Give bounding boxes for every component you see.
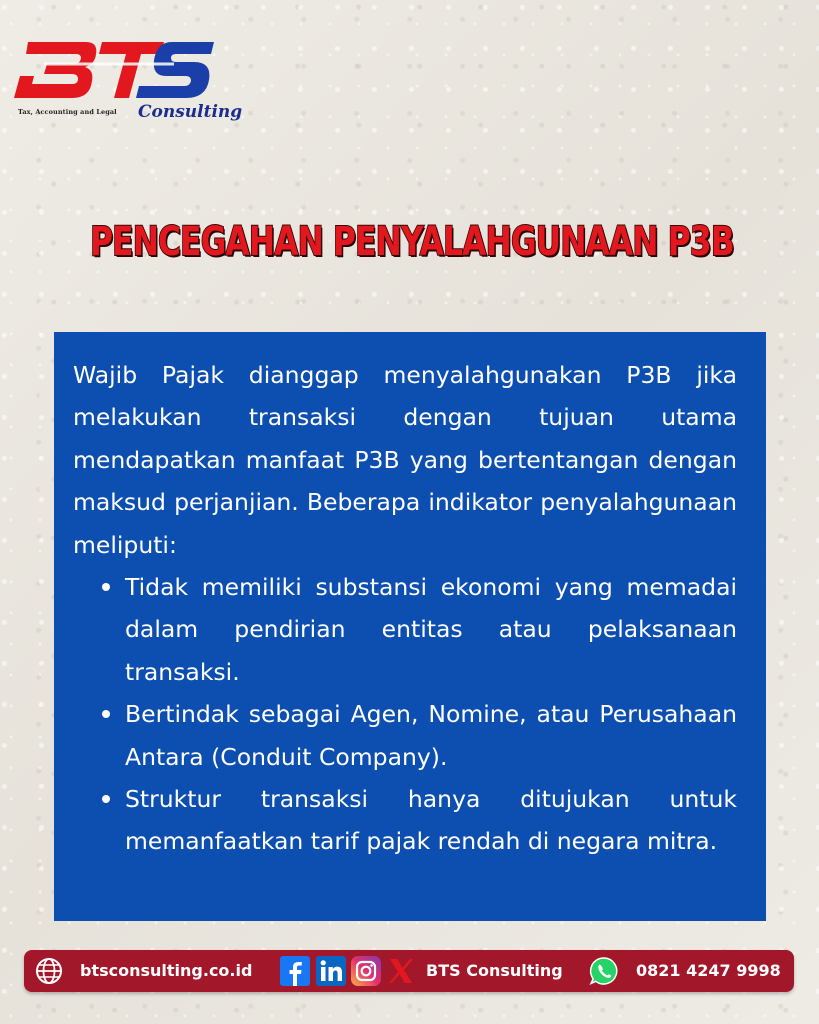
list-item bbox=[73, 566, 737, 693]
page-title: PENCEGAHAN PENYALAHGUNAAN P3B bbox=[90, 219, 734, 265]
logo-subtitle: Consulting bbox=[138, 102, 243, 122]
linkedin-icon[interactable] bbox=[316, 956, 346, 986]
bullet-icon bbox=[102, 583, 110, 591]
x-icon[interactable] bbox=[386, 956, 416, 986]
phone-number[interactable]: 0821 4247 9998 bbox=[636, 961, 781, 980]
instagram-icon[interactable] bbox=[351, 956, 381, 986]
list-item bbox=[73, 778, 737, 863]
list-item-text: Tidak memiliki substansi ekonomi yang memadai dalam pendirian entitas atau pelaksanaan transaksi. bbox=[125, 573, 737, 686]
list-item-text: Struktur transaksi hanya ditujukan untuk memanfaatkan tarif pajak rendah di negara mitra. bbox=[125, 785, 737, 856]
website-link[interactable]: btsconsulting.co.id bbox=[80, 961, 253, 980]
logo-tagline: Tax, Accounting and Legal bbox=[18, 108, 117, 116]
globe-icon bbox=[34, 956, 64, 986]
facebook-icon[interactable] bbox=[280, 956, 310, 986]
bullet-icon bbox=[102, 710, 110, 718]
indicator-list bbox=[73, 566, 737, 863]
intro-paragraph: Wajib Pajak dianggap menyalahgunakan P3B jika melakukan transaksi dengan tujuan utama mendapatkan manfaat P3B yang bertentangan dengan maksud perjanjian. Beberapa indikator penyalahgunaan meliputi: bbox=[73, 361, 737, 559]
whatsapp-icon[interactable] bbox=[589, 956, 619, 986]
list-item bbox=[73, 693, 737, 778]
bts-logo bbox=[14, 36, 243, 128]
bullet-icon bbox=[102, 795, 110, 803]
brand-name: BTS Consulting bbox=[426, 961, 563, 980]
footer-bar bbox=[24, 950, 794, 992]
content-panel bbox=[54, 332, 766, 921]
list-item-text: Bertindak sebagai Agen, Nomine, atau Perusahaan Antara (Conduit Company). bbox=[125, 700, 737, 771]
bts-logo-mark bbox=[14, 36, 214, 106]
